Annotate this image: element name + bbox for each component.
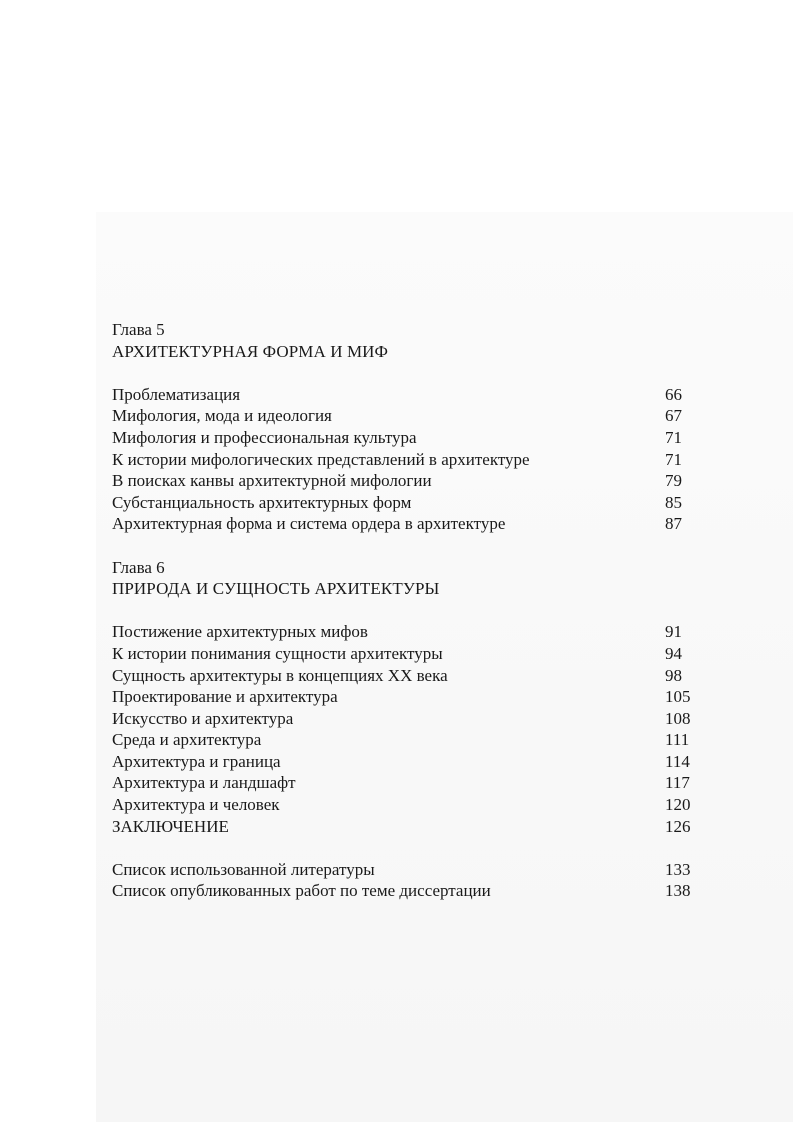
toc-entry xyxy=(112,729,712,751)
toc-entry-title: Архитектурная форма и система ордера в архитектуре xyxy=(112,514,506,534)
toc-entry-title: Список опубликованных работ по теме диссертации xyxy=(112,881,491,901)
toc-entry-page: 133 xyxy=(665,859,691,879)
chapter-title: АРХИТЕКТУРНАЯ ФОРМА И МИФ xyxy=(112,341,389,361)
toc-entry xyxy=(112,470,712,492)
toc-entry xyxy=(112,751,712,773)
toc-entry xyxy=(112,665,712,687)
toc-entry-page: 108 xyxy=(665,708,691,728)
toc-entry xyxy=(112,427,712,449)
toc-entry-title: Проблематизация xyxy=(112,384,241,404)
toc-entry-page: 71 xyxy=(665,449,682,469)
toc-entry-page: 91 xyxy=(665,622,682,642)
toc-entry xyxy=(112,880,712,902)
table-of-contents xyxy=(112,319,712,902)
toc-entry xyxy=(112,772,712,794)
toc-entry-page: 85 xyxy=(665,492,682,512)
toc-entry-page: 105 xyxy=(665,687,691,707)
toc-entry-title: Мифология и профессиональная культура xyxy=(112,427,417,447)
chapter-title: ПРИРОДА И СУЩНОСТЬ АРХИТЕКТУРЫ xyxy=(112,579,440,599)
toc-entry-title: ЗАКЛЮЧЕНИЕ xyxy=(112,816,229,836)
toc-entry-page: 66 xyxy=(665,384,682,404)
toc-entry-page: 114 xyxy=(665,751,690,771)
spacer xyxy=(112,837,712,859)
toc-entry-page: 87 xyxy=(665,514,682,534)
toc-entry-title: Список использованной литературы xyxy=(112,859,375,879)
toc-entry-page: 117 xyxy=(665,773,690,793)
spacer xyxy=(112,535,712,557)
toc-entry xyxy=(112,686,712,708)
toc-entry-title: Архитектура и человек xyxy=(112,795,280,815)
toc-entry xyxy=(112,859,712,881)
toc-entry-title: Архитектура и ландшафт xyxy=(112,773,296,793)
toc-entry xyxy=(112,816,712,838)
chapter-label: Глава 6 xyxy=(112,557,165,577)
toc-entry xyxy=(112,405,712,427)
toc-entry-title: К истории мифологических представлений в архитектуре xyxy=(112,449,530,469)
toc-entry-title: Архитектура и граница xyxy=(112,751,281,771)
toc-entry-title: Мифология, мода и идеология xyxy=(112,406,332,426)
toc-entry-title: Субстанциальность архитектурных форм xyxy=(112,492,412,512)
toc-entry xyxy=(112,513,712,535)
spacer xyxy=(112,600,712,622)
toc-entry xyxy=(112,384,712,406)
toc-entry-title: Искусство и архитектура xyxy=(112,708,294,728)
toc-entry-page: 138 xyxy=(665,881,691,901)
toc-entry-page: 111 xyxy=(665,730,690,750)
toc-entry-title: Сущность архитектуры в концепциях XX века xyxy=(112,665,448,685)
toc-entry-page: 79 xyxy=(665,471,682,491)
toc-entry xyxy=(112,708,712,730)
toc-entry-title: К истории понимания сущности архитектуры xyxy=(112,643,443,663)
toc-entry xyxy=(112,492,712,514)
toc-entry-title: В поисках канвы архитектурной мифологии xyxy=(112,471,432,491)
chapter-label: Глава 5 xyxy=(112,320,165,339)
toc-entry-title: Проектирование и архитектура xyxy=(112,687,338,707)
toc-entry-page: 94 xyxy=(665,643,682,663)
toc-entry-page: 120 xyxy=(665,795,691,815)
toc-entry-title: Среда и архитектура xyxy=(112,730,262,750)
toc-entry-page: 71 xyxy=(665,427,682,447)
toc-entry-page: 98 xyxy=(665,665,682,685)
toc-entry-title: Постижение архитектурных мифов xyxy=(112,622,368,642)
toc-entry-page: 126 xyxy=(665,816,691,836)
spacer xyxy=(112,362,712,384)
toc-entry xyxy=(112,794,712,816)
toc-entry xyxy=(112,643,712,665)
chapter-6 xyxy=(112,557,712,838)
appendix-section xyxy=(112,859,712,902)
toc-entry xyxy=(112,449,712,471)
toc-entry-page: 67 xyxy=(665,406,682,426)
toc-entry xyxy=(112,621,712,643)
chapter-5 xyxy=(112,319,712,535)
